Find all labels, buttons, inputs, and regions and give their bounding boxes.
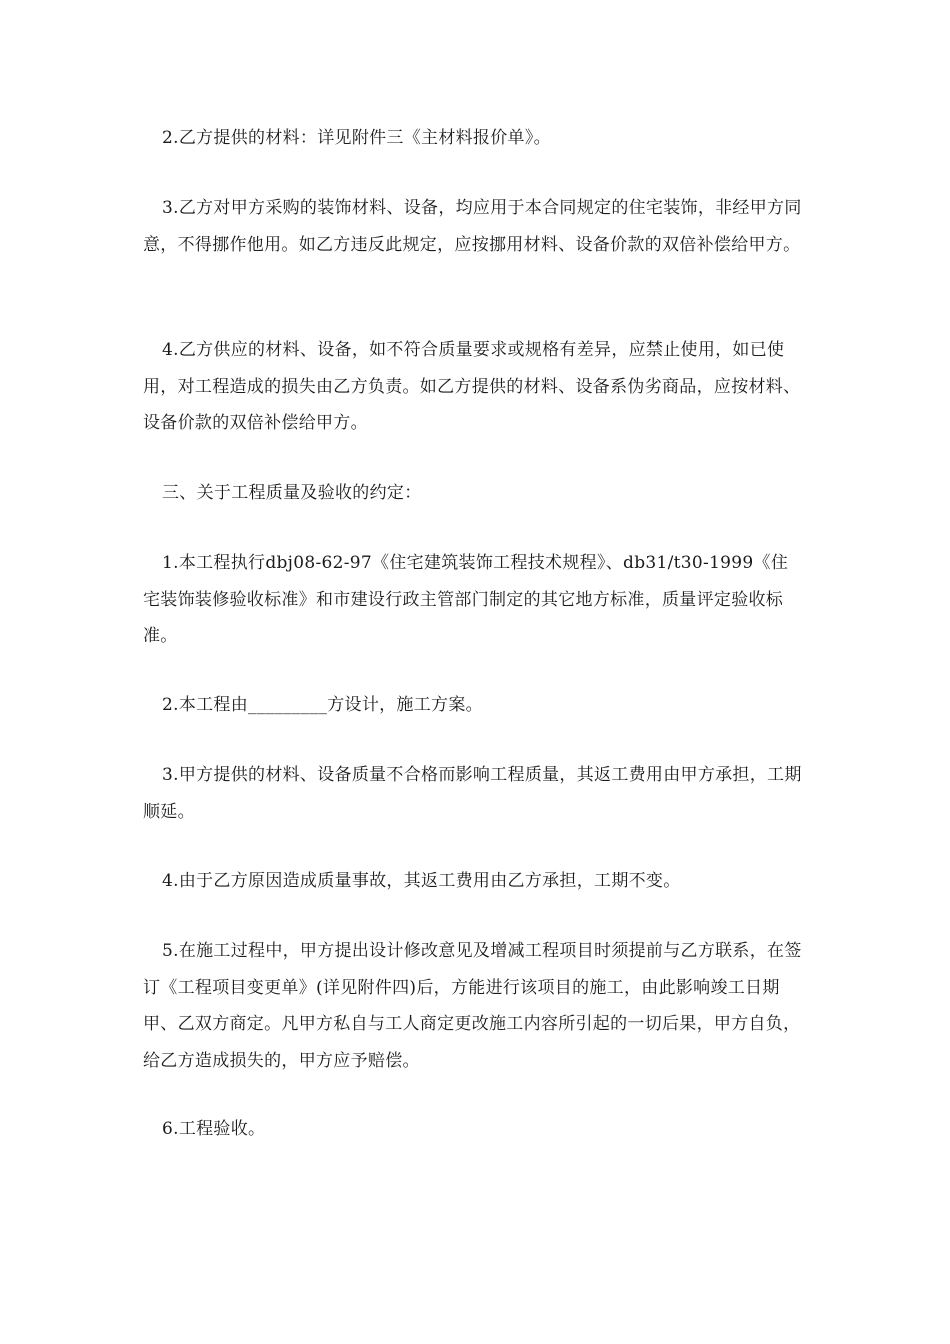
clause-standards: 1.本工程执行dbj08-62-97《住宅建筑装饰工程技术规程》、db31/t30-1999《住宅装饰装修验收标准》和市建设行政主管部门制定的其它地方标准，质量评定验收标准。 — [143, 553, 789, 646]
clause-nonconforming-materials: 4.乙方供应的材料、设备，如不符合质量要求或规格有差异，应禁止使用，如已使用，对工程造成的损失由乙方负责。如乙方提供的材料、设备系伪劣商品，应按材料、设备价款的双倍补偿给甲方。 — [143, 340, 801, 433]
clause-design-changes: 5.在施工过程中，甲方提出设计修改意见及增减工程项目时须提前与乙方联系，在签订《工程项目变更单》(详见附件四)后，方能进行该项目的施工，由此影响竣工日期甲、乙双方商定。凡甲方私自与工人商定更改施工内容所引起的一切后果，甲方自负，给乙方造成损失的，甲方应予赔偿。 — [143, 941, 802, 1071]
clause-design-party: 2.本工程由_________方设计，施工方案。 — [162, 695, 483, 715]
clause-materials-supplied-by-party-b: 2.乙方提供的材料：详见附件三《主材料报价单》。 — [162, 128, 551, 148]
clause-party-a-material-defects: 3.甲方提供的材料、设备质量不合格而影响工程质量，其返工费用由甲方承担，工期顺延。 — [143, 765, 802, 822]
clause-material-use-restriction: 3.乙方对甲方采购的装饰材料、设备，均应用于本合同规定的住宅装饰，非经甲方同意，不得挪作他用。如乙方违反此规定，应按挪用材料、设备价款的双倍补偿给甲方。 — [143, 198, 802, 255]
clause-project-acceptance: 6.工程验收。 — [162, 1119, 266, 1139]
clause-party-b-quality-accident: 4.由于乙方原因造成质量事故，其返工费用由乙方承担，工期不变。 — [162, 871, 681, 891]
section-heading-quality-acceptance: 三、关于工程质量及验收的约定： — [162, 483, 422, 503]
